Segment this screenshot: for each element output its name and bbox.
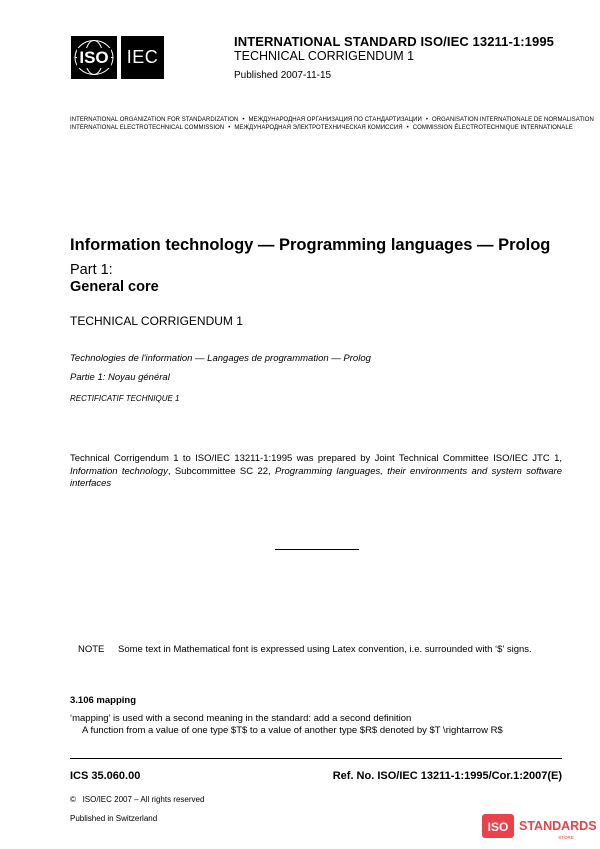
intro-text-2: , Subcommittee SC 22, — [167, 465, 276, 477]
store-logo-graphic — [482, 813, 596, 841]
org-iso-fr: ORGANISATION INTERNATIONALE DE NORMALISATION — [431, 117, 594, 123]
definition-line-2: A function from a value of one type $T$ to a value of another type $R$ denoted by $T \rightarrow R$ — [82, 725, 503, 736]
separator-rule — [275, 549, 359, 550]
french-title: Technologies de l'information — Langages de programmation — Prolog — [70, 353, 371, 364]
organizations-row-2 — [70, 125, 573, 131]
copyright-icon: © — [70, 795, 76, 804]
published-in: Published in Switzerland — [70, 814, 158, 823]
store-logo-standards: STANDARDS — [519, 819, 596, 833]
definition-line-1: ‘mapping’ is used with a second meaning in the standard: add a second definition — [70, 713, 412, 724]
bullet-separator: • — [242, 117, 245, 123]
corrigendum-heading: TECHNICAL CORRIGENDUM 1 — [234, 49, 415, 63]
bullet-separator: • — [425, 117, 428, 123]
org-iec-fr: COMMISSION ÉLECTROTECHNIQUE INTERNATIONALE — [412, 125, 573, 131]
document-title: Information technology — Programming languages — Prolog — [70, 236, 551, 254]
note-label: NOTE — [78, 644, 105, 655]
iso-logo-text: ISO — [79, 47, 109, 67]
definition-heading: 3.106 mapping — [70, 695, 136, 706]
french-part: Partie 1: Noyau général — [70, 372, 170, 383]
iso-logo — [71, 36, 117, 79]
org-iso-en: INTERNATIONAL ORGANIZATION FOR STANDARDIZATION — [70, 117, 239, 123]
ics-code: ICS 35.060.00 — [70, 770, 141, 782]
store-logo-sub: STORE — [558, 835, 574, 840]
part-title: General core — [70, 279, 159, 295]
org-iec-ru: МЕЖДУНАРОДНАЯ ЭЛЕКТРОТЕХНИЧЕСКАЯ КОМИССИЯ — [234, 125, 403, 131]
iso-standards-store-logo — [482, 813, 596, 841]
bullet-separator: • — [406, 125, 409, 131]
organizations-row-1 — [70, 117, 594, 123]
intro-text-1: Technical Corrigendum 1 to ISO/IEC 13211-1:1995 was prepared by Joint Technical Committee ISO/IEC JTC 1, — [70, 453, 562, 464]
note-text: Some text in Mathematical font is expressed using Latex convention, i.e. surrounded with ‘$’ signs. — [118, 644, 532, 655]
iec-logo — [121, 36, 164, 79]
note — [78, 644, 532, 655]
published-date: Published 2007-11-15 — [234, 70, 332, 81]
org-iec-en: INTERNATIONAL ELECTROTECHNICAL COMMISSION — [70, 125, 225, 131]
store-logo-iso: ISO — [487, 820, 509, 834]
intro-subcommittee-name: Programming languages, their environments and system software interfaces — [70, 465, 562, 489]
part-number: Part 1: — [70, 262, 113, 278]
corrigendum-title: TECHNICAL CORRIGENDUM 1 — [70, 314, 243, 328]
copyright — [70, 795, 204, 804]
org-iso-ru: МЕЖДУНАРОДНАЯ ОРГАНИЗАЦИЯ ПО СТАНДАРТИЗАЦИИ — [248, 117, 422, 123]
iec-logo-text: IEC — [126, 47, 159, 67]
intro-paragraph — [70, 453, 562, 491]
french-corrigendum: RECTIFICATIF TECHNIQUE 1 — [70, 394, 180, 403]
standard-title: INTERNATIONAL STANDARD ISO/IEC 13211-1:1995 — [234, 34, 554, 49]
copyright-text: ISO/IEC 2007 – All rights reserved — [82, 795, 205, 804]
bullet-separator: • — [228, 125, 231, 131]
footer-rule — [70, 758, 562, 759]
intro-committee-name: Information technology — [70, 465, 168, 477]
reference-number: Ref. No. ISO/IEC 13211-1:1995/Cor.1:2007(E) — [332, 770, 562, 782]
